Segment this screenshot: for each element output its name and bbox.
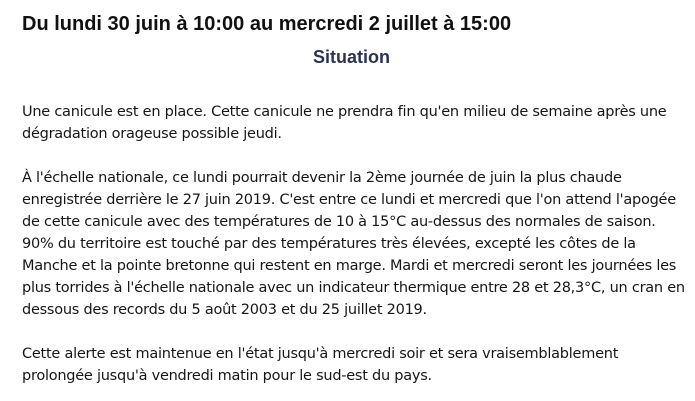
paragraph-alert: Cette alerte est maintenue en l'état jusqu'à mercredi soir et sera vraisemblablement prolongée jusqu'à vendredi matin pour le sud-est du pays.: [22, 346, 619, 384]
paragraph-intro: Une canicule est en place. Cette canicule ne prendra fin qu'en milieu de semaine après une dégradation orageuse possible jeudi.: [22, 104, 667, 142]
period-title: Du lundi 30 juin à 10:00 au mercredi 2 juillet à 15:00: [22, 13, 512, 35]
paragraph-national: À l'échelle nationale, ce lundi pourrait devenir la 2ème journée de juin la plus chaude enregistrée derrière le 27 juin 2019. C'est entre ce lundi et mercredi que l'on attend l'apogée de cette canicule avec des températures de 10 à 15°C au-dessus des normales de saison. 90% du territoire est touché par des températures très élevées, excepté les côtes de la Manche et la pointe bretonne qui restent en marge. Mardi et mercredi seront les journées les plus torrides à l'échelle nationale avec un indicateur thermique entre 28 et 28,3°C, un cran en dessous des records du 5 août 2003 et du 25 juillet 2019.: [22, 170, 685, 318]
situation-content: [22, 101, 690, 401]
section-title: Situation: [313, 47, 390, 67]
